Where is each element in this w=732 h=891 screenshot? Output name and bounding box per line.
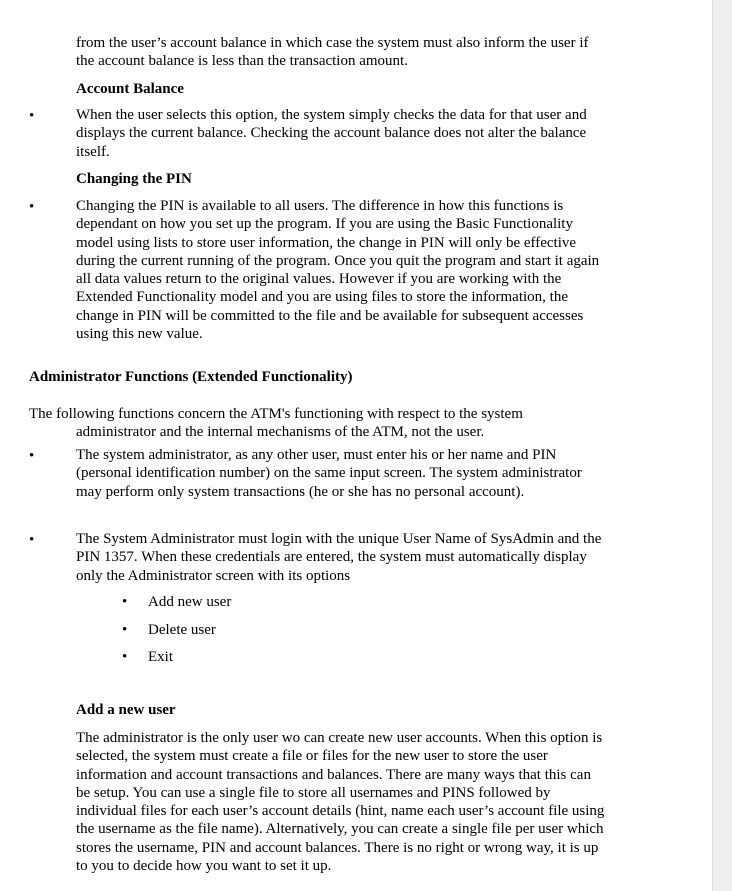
bullet-icon: • <box>29 532 35 548</box>
admin-bullet-2: The System Administrator must login with the unique User Name of SysAdmin and the PIN 1357. When these credentials are entered, the system must automatically display only the Administrator screen with its options <box>76 531 602 584</box>
account-balance-body: When the user selects this option, the system simply checks the data for that user and displays the current balance. Checking the account balance does not alter the balance itself. <box>76 107 587 160</box>
admin-intro <box>29 405 629 442</box>
admin-intro-line2: administrator and the internal mechanisms of the ATM, not the user. <box>76 424 485 441</box>
viewer-side-margin <box>712 0 732 891</box>
changing-pin-body: Changing the PIN is available to all users. The difference in how this functions is dependant on how you set up the program. If you are using the Basic Functionality model using lists to store user information, the change in PIN will only be effective during the current running of the program. Once you quit the program and start it again all data values return to the original values. However if you are working with the Extended Functionality model and you are using files to store the information, the change in PIN will be committed to the file and be available for subsequent accesses using this new value. <box>76 198 600 343</box>
intro-continuation: from the user’s account balance in which case the system must also inform the user if the account balance is less than the transaction amount. <box>76 35 589 70</box>
admin-option-label: Add new user <box>148 594 232 610</box>
admin-option-item <box>122 621 216 639</box>
bullet-icon: • <box>29 108 35 124</box>
admin-functions-heading: Administrator Functions (Extended Functionality) <box>29 369 353 385</box>
admin-intro-line1: The following functions concern the ATM's functioning with respect to the system <box>29 406 523 422</box>
bullet-icon: • <box>122 594 128 610</box>
bullet-icon: • <box>29 199 35 215</box>
admin-option-item <box>122 593 231 611</box>
bullet-icon: • <box>29 448 35 464</box>
add-user-body: The administrator is the only user wo can create new user accounts. When this option is selected, the system must create a file or files for the new user to store the user information and account transactions and balances. There are many ways that this can be setup. You can use a single file to store all usernames and PINS followed by individual files for each user’s account details (hint, name each user’s account file using the username as the file name). Alternatively, you can create a single file per user which stores the username, PIN and account balances. There is no right or wrong way, it is up to you to decide how you want to set it up. <box>76 730 605 875</box>
admin-option-label: Delete user <box>148 622 216 638</box>
account-balance-heading: Account Balance <box>76 81 184 97</box>
bullet-icon: • <box>122 649 128 665</box>
admin-bullet-1: The system administrator, as any other user, must enter his or her name and PIN (personal identification number) on the same input screen. The system administrator may perform only system transactions (he or she has no personal account). <box>76 447 582 500</box>
bullet-icon: • <box>122 622 128 638</box>
changing-pin-heading: Changing the PIN <box>76 171 192 187</box>
admin-option-item <box>122 648 173 666</box>
add-user-heading: Add a new user <box>76 702 176 718</box>
admin-option-label: Exit <box>148 649 173 665</box>
